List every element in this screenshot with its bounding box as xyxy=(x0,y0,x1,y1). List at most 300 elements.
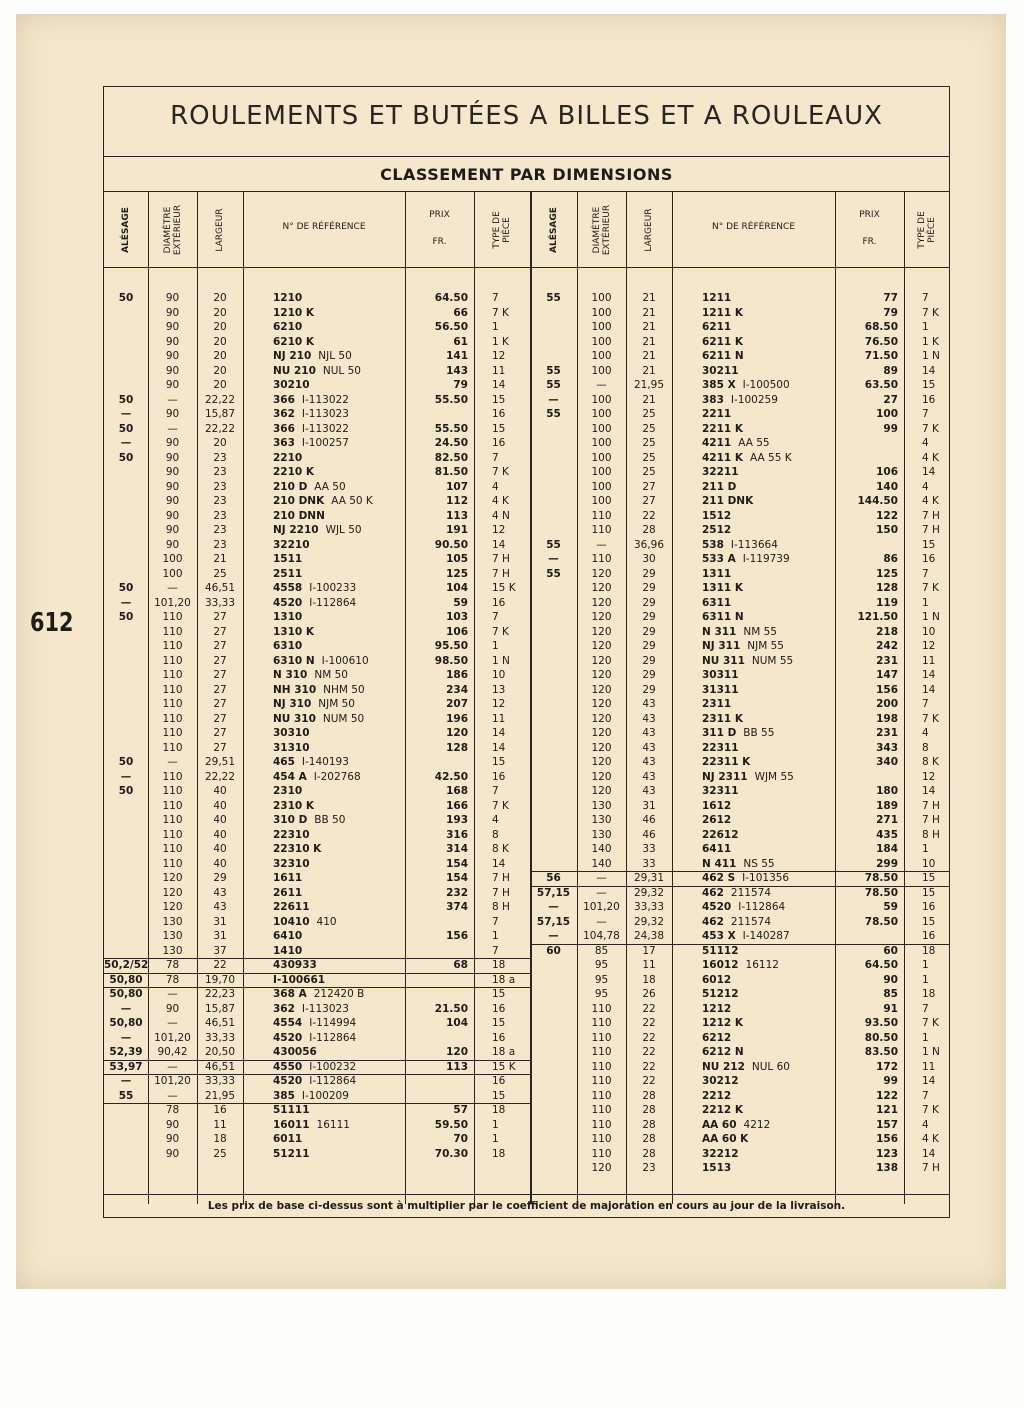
width-cell: 43 xyxy=(642,785,656,797)
reference-number: 6011 xyxy=(273,1133,303,1145)
diameter-cell: 110 xyxy=(162,857,183,870)
reference-number: 31311 xyxy=(702,683,739,696)
diameter-cell: 100 xyxy=(591,422,612,435)
group-separator xyxy=(530,886,949,887)
diameter-cell: 100 xyxy=(162,567,183,580)
reference-cell xyxy=(702,930,835,942)
bore-cell: 55 xyxy=(546,364,561,377)
table-row xyxy=(104,785,949,800)
price-cell: 120 xyxy=(446,727,468,739)
type-cell: 12 xyxy=(492,698,506,710)
type-cell: 7 H xyxy=(492,872,510,884)
reference-number: 10410 xyxy=(273,915,310,928)
width-cell: 33,33 xyxy=(204,1031,236,1044)
price-cell: 66 xyxy=(453,306,468,319)
reference-number: 4211 K xyxy=(702,451,744,464)
price-cell: 90.50 xyxy=(434,538,468,551)
header-diameter-left: DIAMÈTRE EXTÉRIEUR xyxy=(162,204,183,255)
reference-number: 210 DNK xyxy=(273,495,325,507)
reference-number: NU 212 xyxy=(702,1060,745,1073)
table-row xyxy=(104,307,949,322)
type-cell: 15 K xyxy=(492,1060,516,1073)
width-cell: 22,22 xyxy=(204,393,236,406)
width-cell: 43 xyxy=(642,727,656,739)
width-cell: 29 xyxy=(642,669,656,681)
price-cell: 125 xyxy=(446,567,468,580)
type-cell: 16 xyxy=(922,901,936,913)
width-cell: 25 xyxy=(642,437,656,449)
width-cell: 21 xyxy=(642,350,656,362)
width-cell: 27 xyxy=(213,712,227,725)
width-cell: 22 xyxy=(213,959,227,971)
price-cell: 271 xyxy=(876,814,898,826)
price-cell: 59 xyxy=(453,596,468,609)
reference-number: 210 DNN xyxy=(273,509,325,522)
diameter-cell: 120 xyxy=(591,654,612,667)
type-cell: 4 K xyxy=(922,1133,939,1145)
diameter-cell: 90 xyxy=(165,1002,180,1015)
diameter-cell: 130 xyxy=(591,799,612,812)
diameter-cell: 110 xyxy=(591,553,612,565)
type-cell: 7 xyxy=(492,944,499,957)
reference-cell xyxy=(702,394,835,406)
price-cell: 59 xyxy=(883,901,898,913)
reference-number: 1310 xyxy=(273,611,303,623)
table-row xyxy=(104,756,949,771)
width-cell: 24,38 xyxy=(633,930,665,942)
reference-alternate: WJL 50 xyxy=(325,524,362,536)
reference-number: 2311 xyxy=(702,698,732,710)
reference-cell xyxy=(702,452,835,464)
width-cell: 22,22 xyxy=(204,770,236,783)
width-cell: 40 xyxy=(213,828,227,841)
reference-number: 32310 xyxy=(273,857,310,870)
price-cell: 180 xyxy=(876,785,898,797)
width-cell: 20 xyxy=(213,292,227,304)
table-row xyxy=(104,887,949,902)
price-cell: 113 xyxy=(446,1060,468,1073)
price-cell: 128 xyxy=(876,582,898,594)
reference-cell xyxy=(702,408,835,420)
subtitle-bar xyxy=(104,156,949,192)
reference-alternate: NUL 60 xyxy=(751,1060,790,1073)
width-cell: 27 xyxy=(213,683,227,696)
group-separator xyxy=(530,871,949,872)
diameter-cell: 120 xyxy=(591,625,612,638)
width-cell: 29 xyxy=(642,567,656,580)
table-row xyxy=(104,1017,949,1032)
reference-number: 2611 xyxy=(273,886,303,899)
width-cell: 18 xyxy=(642,973,656,986)
header-row xyxy=(104,192,949,268)
bore-cell: — xyxy=(120,1031,132,1044)
table-row xyxy=(104,379,949,394)
width-cell: 46 xyxy=(642,828,656,841)
reference-alternate: I-112864 xyxy=(309,1031,357,1044)
reference-number: 4520 xyxy=(273,1031,303,1044)
reference-alternate: NHM 50 xyxy=(323,683,365,696)
type-cell: 15 xyxy=(492,1017,506,1029)
reference-cell xyxy=(702,437,835,449)
type-cell: 18 xyxy=(922,944,936,957)
table-row xyxy=(104,510,949,525)
type-cell: 1 N xyxy=(922,1046,940,1058)
type-cell: 16 xyxy=(492,1075,506,1087)
reference-cell xyxy=(702,698,835,710)
width-cell: 29,51 xyxy=(204,756,236,768)
width-cell: 17 xyxy=(642,944,656,957)
table-row xyxy=(104,365,949,380)
price-cell: 98.50 xyxy=(434,654,468,667)
type-cell: 7 xyxy=(922,292,929,304)
reference-number: 1311 K xyxy=(702,582,744,594)
diameter-cell: 100 xyxy=(591,451,612,464)
price-cell: 100 xyxy=(876,408,898,420)
width-cell: 20 xyxy=(213,321,227,333)
price-cell: 123 xyxy=(876,1147,898,1160)
width-cell: 23 xyxy=(213,538,227,551)
diameter-cell: 110 xyxy=(591,1002,612,1015)
price-cell: 55.50 xyxy=(434,422,468,435)
type-cell: 8 K xyxy=(922,756,939,768)
type-cell: 1 xyxy=(492,1133,499,1145)
type-cell: 11 xyxy=(492,712,506,725)
table-row xyxy=(104,1133,949,1148)
price-cell: 191 xyxy=(446,524,468,536)
reference-alternate: I-113023 xyxy=(301,1002,349,1015)
header-type-left: TYPE DE PIÈCE xyxy=(492,210,512,249)
type-cell: 7 xyxy=(492,611,499,623)
reference-number: 211 D xyxy=(702,480,737,493)
table-row xyxy=(104,684,949,699)
reference-cell xyxy=(702,1090,835,1102)
diameter-cell: 90 xyxy=(165,1133,180,1145)
type-cell: 7 H xyxy=(492,567,510,580)
reference-alternate: NJL 50 xyxy=(318,350,352,362)
reference-number: NJ 2210 xyxy=(273,524,319,536)
table-row xyxy=(104,698,949,713)
reference-alternate: 211574 xyxy=(730,915,772,928)
width-cell: 22 xyxy=(642,1031,656,1044)
price-cell: 86 xyxy=(883,553,898,565)
bore-cell: 55 xyxy=(546,408,561,420)
reference-number: 4520 xyxy=(702,901,732,913)
price-cell: 103 xyxy=(446,611,468,623)
reference-number: 1310 K xyxy=(273,625,315,638)
reference-number: 6310 xyxy=(273,640,303,652)
type-cell: 18 xyxy=(922,988,936,1000)
type-cell: 1 N xyxy=(922,611,940,623)
diameter-cell: — xyxy=(167,1089,178,1102)
bore-cell: 55 xyxy=(546,379,561,391)
table-row xyxy=(104,959,949,974)
bore-cell: — xyxy=(548,930,559,942)
table-row xyxy=(104,524,949,539)
bore-cell: 50,80 xyxy=(109,988,143,1000)
price-cell: 91 xyxy=(883,1002,898,1015)
bore-cell: 53,97 xyxy=(109,1060,143,1073)
reference-cell xyxy=(702,945,835,957)
price-cell: 121 xyxy=(876,1104,898,1116)
type-cell: 15 xyxy=(492,393,506,406)
width-cell: 25 xyxy=(642,422,656,435)
table-row xyxy=(104,640,949,655)
reference-cell xyxy=(702,495,835,507)
reference-number: 6210 xyxy=(273,321,303,333)
diameter-cell: 110 xyxy=(162,712,183,725)
reference-alternate: I-100257 xyxy=(301,437,349,449)
reference-alternate: I-112864 xyxy=(738,901,786,913)
reference-cell xyxy=(702,974,835,986)
price-cell: 77 xyxy=(883,292,898,304)
price-cell: 242 xyxy=(876,640,898,652)
type-cell: 11 xyxy=(922,1060,936,1073)
table-row xyxy=(104,437,949,452)
table-row xyxy=(104,408,949,423)
type-cell: 7 xyxy=(922,1089,929,1102)
type-cell: 15 xyxy=(492,1089,506,1102)
reference-number: AA 60 xyxy=(702,1118,737,1131)
reference-alternate: 16112 xyxy=(745,959,779,971)
reference-number: 6012 xyxy=(702,973,732,986)
diameter-cell: 110 xyxy=(591,1089,612,1102)
diameter-cell: 100 xyxy=(162,553,183,565)
width-cell: 21 xyxy=(642,292,656,304)
type-cell: 10 xyxy=(492,669,506,681)
width-cell: 20,50 xyxy=(204,1046,236,1058)
reference-number: 32311 xyxy=(702,785,739,797)
table-row xyxy=(104,655,949,670)
diameter-cell: 101,20 xyxy=(154,596,191,609)
width-cell: 33,33 xyxy=(204,1075,236,1087)
width-cell: 30 xyxy=(642,553,656,565)
type-cell: 16 xyxy=(492,1031,506,1044)
reference-alternate: NUM 50 xyxy=(322,712,365,725)
width-cell: 23 xyxy=(213,451,227,464)
type-cell: 15 xyxy=(922,915,936,928)
diameter-cell: 90 xyxy=(165,451,180,464)
bore-cell: 55 xyxy=(546,567,561,580)
reference-number: 385 X xyxy=(702,379,736,391)
diameter-cell: 130 xyxy=(162,944,183,957)
header-width-left: LARGEUR xyxy=(215,207,225,252)
reference-number: 1210 xyxy=(273,292,303,304)
reference-number: 2612 xyxy=(702,814,732,826)
diameter-cell: — xyxy=(596,379,607,391)
reference-number: 32212 xyxy=(702,1147,739,1160)
table-frame xyxy=(103,86,950,1218)
diameter-cell: 100 xyxy=(591,364,612,377)
price-cell: 59.50 xyxy=(434,1118,468,1131)
table-row xyxy=(104,626,949,641)
price-cell: 107 xyxy=(446,480,468,493)
reference-cell xyxy=(702,568,835,580)
price-cell: 119 xyxy=(876,596,898,609)
width-cell: 29,32 xyxy=(633,886,665,899)
diameter-cell: 110 xyxy=(591,509,612,522)
type-cell: 8 xyxy=(492,828,499,841)
bore-cell: 52,39 xyxy=(109,1046,143,1058)
type-cell: 16 xyxy=(922,930,936,942)
reference-number: 4558 xyxy=(273,582,303,594)
table-row xyxy=(104,466,949,481)
bore-cell: 50 xyxy=(118,756,134,768)
type-cell: 1 xyxy=(922,321,929,333)
reference-alternate: 211574 xyxy=(730,886,772,899)
reference-number: 2512 xyxy=(702,524,732,536)
width-cell: 25 xyxy=(213,1147,227,1160)
diameter-cell: 100 xyxy=(591,350,612,362)
table-row xyxy=(104,423,949,438)
reference-alternate: BB 55 xyxy=(743,727,775,739)
diameter-cell: 100 xyxy=(591,408,612,420)
price-cell: 231 xyxy=(876,654,898,667)
type-cell: 7 H xyxy=(922,1162,940,1174)
type-cell: 7 H xyxy=(922,509,940,522)
reference-number: 2310 K xyxy=(273,799,315,812)
price-cell: 68 xyxy=(453,959,468,971)
reference-number: 2212 xyxy=(702,1089,732,1102)
price-cell: 99 xyxy=(883,422,898,435)
type-cell: 7 K xyxy=(922,582,939,594)
reference-alternate: I-119739 xyxy=(742,553,790,565)
reference-alternate: NJM 50 xyxy=(318,698,355,710)
reference-number: 30310 xyxy=(273,727,310,739)
price-cell: 85 xyxy=(883,988,898,1000)
type-cell: 4 xyxy=(922,480,929,493)
width-cell: 11 xyxy=(213,1118,227,1131)
reference-cell xyxy=(702,379,835,391)
reference-alternate: AA 50 xyxy=(314,480,346,493)
price-cell: 93.50 xyxy=(864,1017,898,1029)
reference-number: 211 DNK xyxy=(702,495,754,507)
type-cell: 14 xyxy=(922,1147,936,1160)
price-cell: 71.50 xyxy=(864,350,898,362)
reference-alternate: AA 55 xyxy=(738,437,770,449)
reference-alternate: I-100232 xyxy=(309,1060,357,1073)
width-cell: 21,95 xyxy=(633,379,665,391)
diameter-cell: 110 xyxy=(591,1046,612,1058)
group-separator xyxy=(530,944,949,945)
table-row xyxy=(104,742,949,757)
type-cell: 1 xyxy=(492,1118,499,1131)
price-cell: 21.50 xyxy=(434,1002,468,1015)
price-cell: 150 xyxy=(876,524,898,536)
type-cell: 14 xyxy=(922,364,936,377)
reference-number: 51111 xyxy=(273,1104,310,1116)
type-cell: 1 xyxy=(492,930,499,942)
table-row xyxy=(104,1148,949,1163)
width-cell: 33 xyxy=(642,843,656,855)
bore-cell: 50,2/52 xyxy=(104,959,149,971)
table-row xyxy=(104,452,949,467)
width-cell: 20 xyxy=(213,306,227,319)
reference-number: N 310 xyxy=(273,669,308,681)
width-cell: 25 xyxy=(642,408,656,420)
price-cell: 99 xyxy=(883,1075,898,1087)
table-row xyxy=(104,1090,949,1105)
price-cell: 141 xyxy=(446,350,468,362)
diameter-cell: 100 xyxy=(591,292,612,304)
width-cell: 40 xyxy=(213,857,227,870)
reference-alternate: I-140287 xyxy=(742,930,790,942)
diameter-cell: 90 xyxy=(165,292,180,304)
diameter-cell: 110 xyxy=(591,1017,612,1029)
price-cell: 90 xyxy=(883,973,898,986)
type-cell: 15 xyxy=(492,422,506,435)
width-cell: 43 xyxy=(213,901,227,913)
type-cell: 15 xyxy=(922,886,936,899)
price-cell: 70 xyxy=(453,1133,468,1145)
width-cell: 11 xyxy=(642,959,656,971)
table-row xyxy=(104,669,949,684)
type-cell: 15 xyxy=(922,872,936,884)
type-cell: 14 xyxy=(492,538,506,551)
diameter-cell: 110 xyxy=(162,770,183,783)
reference-number: 1611 xyxy=(273,872,303,884)
type-cell: 7 K xyxy=(922,712,939,725)
width-cell: 22,22 xyxy=(204,422,236,435)
reference-cell xyxy=(702,321,835,333)
type-cell: 16 xyxy=(492,437,506,449)
price-cell: 198 xyxy=(876,712,898,725)
diameter-cell: — xyxy=(596,886,607,899)
type-cell: 15 xyxy=(492,756,506,768)
diameter-cell: 90 xyxy=(165,408,180,420)
reference-cell xyxy=(702,669,835,681)
diameter-cell: 100 xyxy=(591,335,612,348)
price-cell: 140 xyxy=(876,480,898,493)
type-cell: 14 xyxy=(922,683,936,696)
reference-number: 1211 K xyxy=(702,306,744,319)
type-cell: 16 xyxy=(492,596,506,609)
price-cell: 231 xyxy=(876,727,898,739)
footer-note: Les prix de base ci-dessus sont à multiplier par le coefficient de majoration en cours au jour de la livraison. xyxy=(104,1194,949,1217)
reference-cell xyxy=(702,524,835,536)
reference-number: 385 xyxy=(273,1089,295,1102)
type-cell: 15 xyxy=(922,538,936,551)
price-cell: 200 xyxy=(876,698,898,710)
reference-cell xyxy=(702,771,835,783)
reference-cell xyxy=(702,539,835,551)
type-cell: 14 xyxy=(492,857,506,870)
diameter-cell: — xyxy=(167,1017,178,1029)
reference-number: 383 xyxy=(702,393,724,406)
type-cell: 7 K xyxy=(492,625,509,638)
width-cell: 29 xyxy=(642,596,656,609)
bore-cell: — xyxy=(120,1075,132,1087)
width-cell: 43 xyxy=(642,698,656,710)
diameter-cell: 110 xyxy=(591,1075,612,1087)
reference-number: 2311 K xyxy=(702,712,744,725)
price-cell: 120 xyxy=(446,1046,468,1058)
type-cell: 14 xyxy=(492,727,506,739)
width-cell: 29 xyxy=(642,683,656,696)
type-cell: 14 xyxy=(922,669,936,681)
width-cell: 43 xyxy=(642,741,656,754)
reference-alternate: I-202768 xyxy=(313,770,361,783)
reference-number: 22311 K xyxy=(702,756,751,768)
table-row xyxy=(104,1032,949,1047)
reference-alternate: I-100233 xyxy=(309,582,357,594)
width-cell: 29,32 xyxy=(633,915,665,928)
table-row xyxy=(104,916,949,931)
diameter-cell: — xyxy=(167,422,178,435)
bore-cell: 56 xyxy=(546,872,561,884)
bore-cell: 50 xyxy=(118,451,134,464)
page-number: 612 xyxy=(30,608,74,638)
reference-number: 51212 xyxy=(702,988,739,1000)
